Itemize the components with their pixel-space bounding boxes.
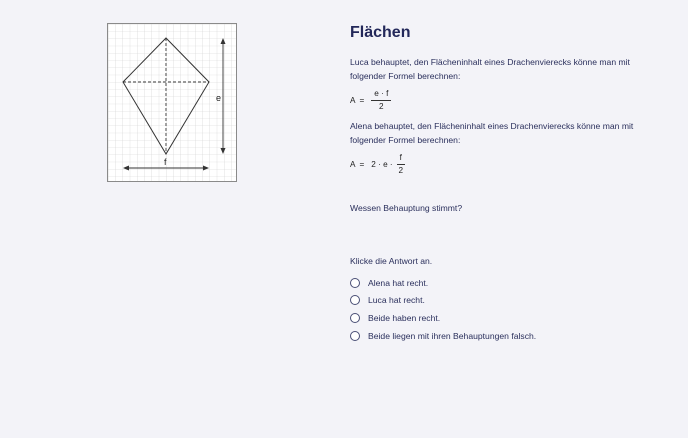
option-label: Beide liegen mit ihren Behauptungen falsch. [368,330,537,341]
kite-figure [107,23,237,182]
alena-fraction: $\frac{f}{2}$ [398,152,404,175]
option-label: Luca hat recht. [368,295,425,306]
luca-claim: Luca behauptet, den Flächeninhalt eines Drachenvierecks könne man mit folgender Formel berechnen: [350,57,630,81]
instruction-text: Klicke die Antwort an. [350,256,433,266]
page-title: Flächen [350,24,411,41]
alena-claim: Alena behauptet, den Flächeninhalt eines Drachenvierecks könne man mit folgender Formel berechnen: [350,121,634,145]
option-label: Beide haben recht. [368,312,441,323]
luca-fraction: $\frac{e \cdot f}{2}$ [371,89,391,112]
option-label: Alena hat recht. [368,277,429,288]
question-text: Wessen Behauptung stimmt? [350,203,463,213]
kite-drawing [108,24,237,182]
option-alena[interactable] [350,274,536,292]
label-e: e [216,93,222,103]
luca-formula: A = $\frac{e \cdot f}{2}$ [350,87,650,113]
answer-options [350,274,536,344]
option-neither[interactable] [350,327,536,345]
option-luca[interactable] [350,292,536,310]
radio-button[interactable] [350,295,360,305]
label-f: f [164,157,167,167]
alena-formula: A = 2 · e · $\frac{f}{2}$ [350,152,404,175]
radio-button[interactable] [350,278,360,288]
radio-button[interactable] [350,331,360,341]
option-both[interactable] [350,309,536,327]
question-panel [350,22,650,268]
radio-button[interactable] [350,313,360,323]
